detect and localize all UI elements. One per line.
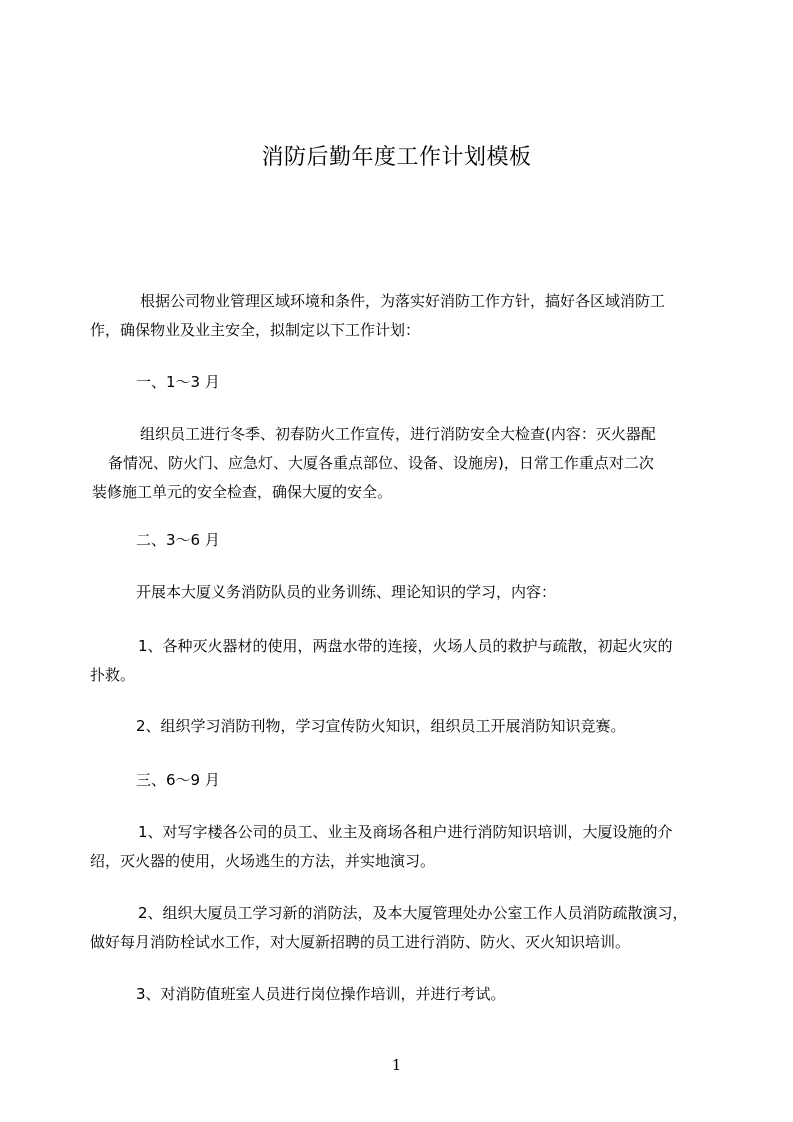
paragraph-q3-item-3 — [136, 980, 506, 1009]
paragraph-q2-intro — [136, 578, 556, 607]
paragraph-line: 二、3～6 月 — [136, 531, 220, 549]
paragraph-line: 做好每月消防栓试水工作，对大厦新招聘的员工进行消防、防火、灭火知识培训。 — [90, 933, 631, 951]
paragraph-line: 组织员工进行冬季、初春防火工作宣传，进行消防安全大检查(内容：灭火器配 — [140, 425, 656, 443]
paragraph-q2-item-1 — [90, 632, 673, 690]
section-heading-q3 — [136, 766, 220, 795]
paragraph-line: 开展本大厦义务消防队员的业务训练、理论知识的学习，内容： — [136, 583, 557, 601]
paragraph-line: 绍，灭火器的使用，火场逃生的方法，并实地演习。 — [90, 852, 436, 870]
paragraph-line: 1、对写字楼各公司的员工、业主及商场各租户进行消防知识培训，大厦设施的介 — [138, 823, 673, 841]
paragraph-line: 扑救。 — [90, 666, 136, 684]
page-number: 1 — [391, 1056, 402, 1074]
paragraph-line: 一、1～3 月 — [136, 373, 220, 391]
paragraph-q3-item-1 — [90, 818, 673, 876]
section-heading-q1 — [136, 368, 220, 397]
paragraph-line: 2、组织学习消防刊物，学习宣传防火知识，组织员工开展消防知识竞赛。 — [136, 717, 626, 735]
paragraph-line: 三、6～9 月 — [136, 771, 220, 789]
paragraph-q2-item-2 — [136, 712, 626, 741]
section-heading-q2 — [136, 526, 220, 555]
paragraph-line: 1、各种灭火器材的使用，两盘水带的连接，火场人员的救护与疏散，初起火灾的 — [138, 637, 673, 655]
paragraph-line: 根据公司物业管理区域环境和条件，为落实好消防工作方针，搞好各区域消防工 — [140, 292, 666, 310]
paragraph-intro — [90, 287, 665, 345]
document-title: 消防后勤年度工作计划模板 — [261, 145, 532, 170]
paragraph-line: 3、对消防值班室人员进行岗位操作培训，并进行考试。 — [136, 985, 506, 1003]
paragraph-line: 作，确保物业及业主安全，拟制定以下工作计划： — [90, 321, 421, 339]
paragraph-line: 装修施工单元的安全检查，确保大厦的安全。 — [92, 483, 393, 501]
paragraph-line: 备情况、防火门、应急灯、大厦各重点部位、设备、设施房)，日常工作重点对二次 — [108, 454, 654, 472]
paragraph-q3-item-2 — [90, 899, 688, 957]
paragraph-q1-body — [92, 420, 656, 507]
paragraph-line: 2、组织大厦员工学习新的消防法，及本大厦管理处办公室工作人员消防疏散演习， — [138, 904, 688, 922]
